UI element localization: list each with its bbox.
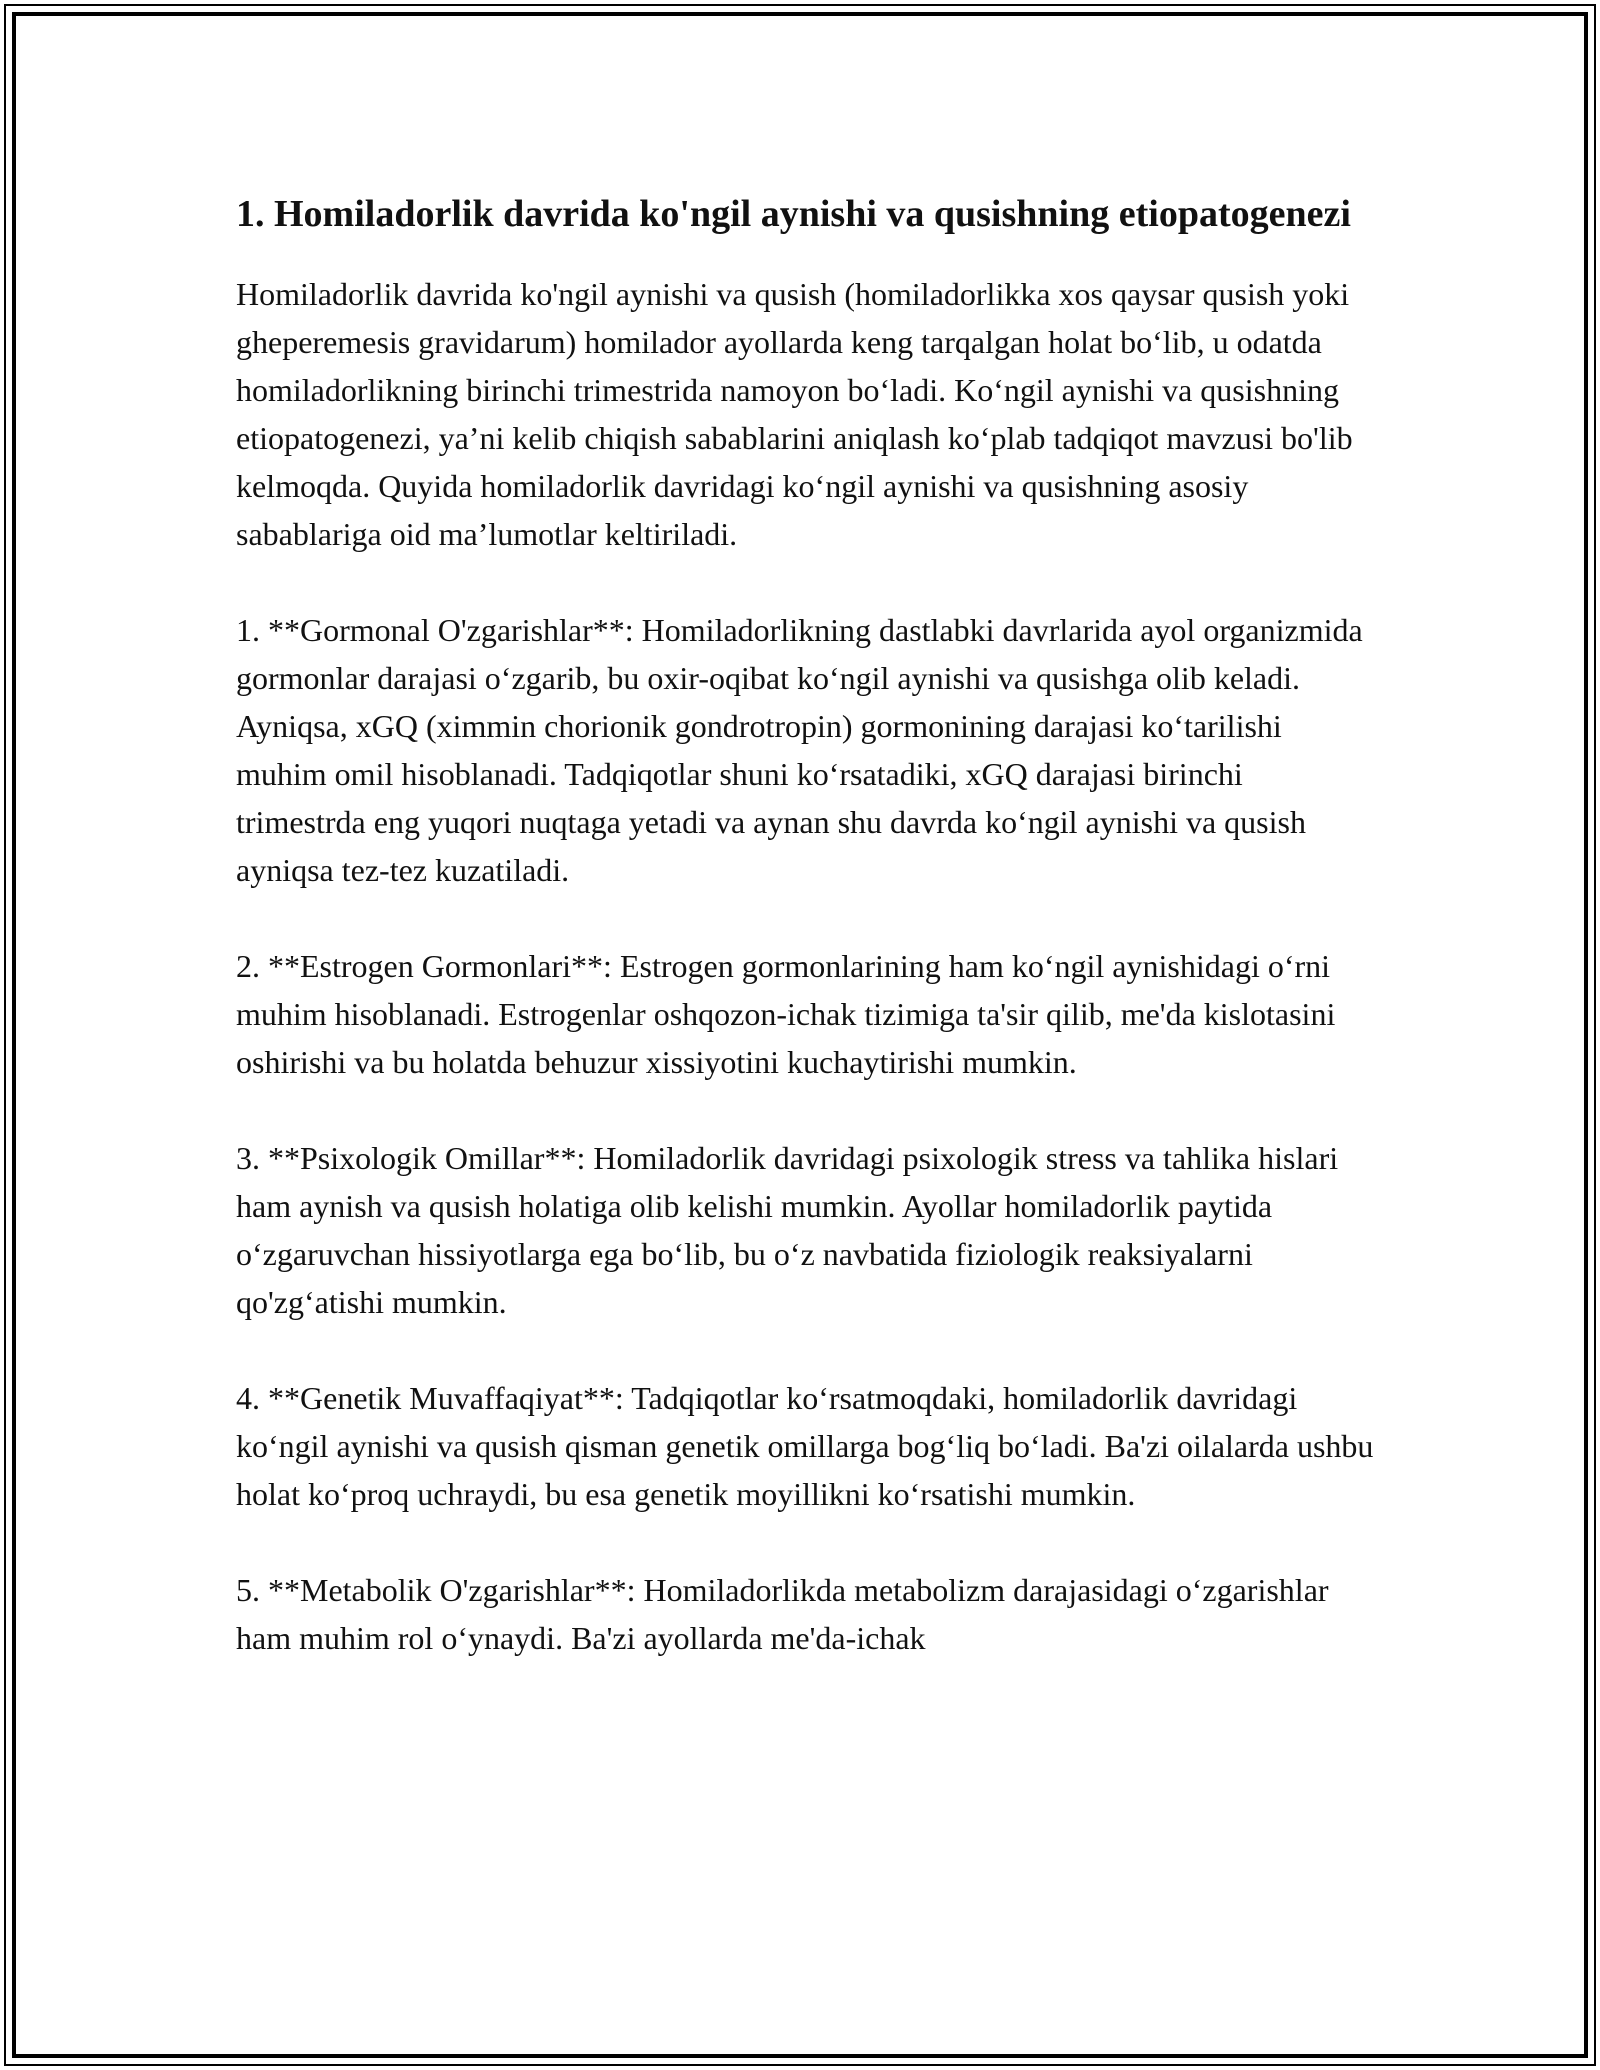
- paragraph-genetic-factors: 4. **Genetik Muvaffaqiyat**: Tadqiqotlar ko‘rsatmoqdaki, homiladorlik davridagi ko‘ngil aynishi va qusish qisman genetik omillarga bog‘liq bo‘ladi. Ba'zi oilalarda ushbu holat ko‘proq uchraydi, bu esa genetik moyillikni ko‘rsatishi mumkin.: [236, 1380, 1374, 1512]
- document-body: [236, 186, 1376, 1662]
- paragraph-estrogen-hormones: 2. **Estrogen Gormonlari**: Estrogen gormonlarining ham ko‘ngil aynishidagi o‘rni muhim hisoblanadi. Estrogenlar oshqozon-ichak tizimiga ta'sir qilib, me'da kislotasini oshirishi va bu holatda behuzur xissiyotini kuchaytirishi mumkin.: [236, 948, 1336, 1080]
- document-title: 1. Homiladorlik davrida ko'ngil aynishi va qusishning etiopatogenezi: [236, 193, 1351, 235]
- intro-paragraph: Homiladorlik davrida ko'ngil aynishi va qusish (homiladorlikka xos qaysar qusish yoki gheperemesis gravidarum) homilador ayollarda keng tarqalgan holat bo‘lib, u odatda homiladorlikning birinchi trimestrida namoyon bo‘ladi. Ko‘ngil aynishi va qusishning etiopatogenezi, ya’ni kelib chiqish sabablarini aniqlash ko‘plab tadqiqot mavzusi bo'lib kelmoqda. Quyida homiladorlik davridagi ko‘ngil aynishi va qusishning asosiy sabablariga oid ma’lumotlar keltiriladi.: [236, 276, 1353, 552]
- paragraph-metabolic-changes: 5. **Metabolik O'zgarishlar**: Homiladorlikda metabolizm darajasidagi o‘zgarishlar ham muhim rol o‘ynaydi. Ba'zi ayollarda me'da-ichak: [236, 1572, 1329, 1656]
- paragraph-psychological-factors: 3. **Psixologik Omillar**: Homiladorlik davridagi psixologik stress va tahlika hislari ham aynish va qusish holatiga olib kelishi mumkin. Ayollar homiladorlik paytida o‘zgaruvchan hissiyotlarga ega bo‘lib, bu o‘z navbatida fiziologik reaksiyalarni qo'zg‘atishi mumkin.: [236, 1140, 1339, 1320]
- paragraph-hormonal-changes: 1. **Gormonal O'zgarishlar**: Homiladorlikning dastlabki davrlarida ayol organizmida gormonlar darajasi o‘zgarib, bu oxir-oqibat ko‘ngil aynishi va qusishga olib keladi. Ayniqsa, xGQ (ximmin chorionik gondrotropin) gormonining darajasi ko‘tarilishi muhim omil hisoblanadi. Tadqiqotlar shuni ko‘rsatadiki, xGQ darajasi birinchi trimestrda eng yuqori nuqtaga yetadi va aynan shu davrda ko‘ngil aynishi va qusish ayniqsa tez-tez kuzatiladi.: [236, 612, 1363, 888]
